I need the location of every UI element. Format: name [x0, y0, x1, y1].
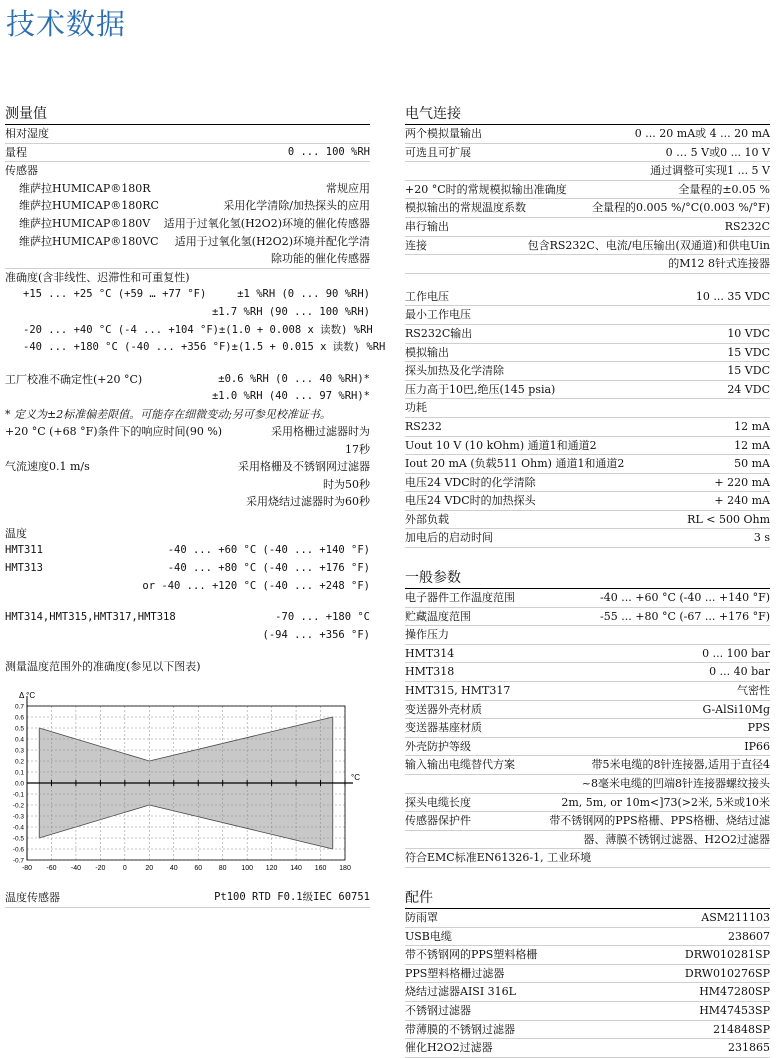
spec-value: 238607	[728, 929, 770, 943]
spec-value: ~8毫米电缆的凹端8针连接器螺纹接头	[581, 777, 770, 790]
spec-row	[405, 492, 770, 511]
spec-row	[405, 218, 770, 237]
spec-value: 12 mA	[734, 419, 770, 433]
spec-value: -40 ... +60 °C (-40 ... +140 °F)	[600, 591, 770, 605]
spec-row	[405, 381, 770, 400]
range-row: 量程 0 ... 100 %RH	[5, 144, 370, 163]
x-tick-label: -20	[95, 865, 106, 872]
x-tick-label: 40	[169, 865, 178, 872]
spec-key: 最小工作电压	[405, 308, 471, 322]
spec-key: 电压24 VDC时的化学清除	[405, 475, 536, 489]
spec-row	[405, 719, 770, 738]
accessory-rows	[405, 909, 770, 1058]
spec-row	[405, 775, 770, 794]
spec-row	[405, 237, 770, 256]
sensor-label: 传感器	[5, 164, 38, 178]
spec-value: 的M12 8针式连接器	[668, 257, 770, 271]
spec-key: USB电缆	[405, 929, 452, 943]
y-tick-label: 0.5	[14, 725, 24, 733]
spec-key: Uout 10 V (10 kOhm) 通道1和通道2	[405, 438, 597, 452]
spec-row	[405, 1021, 770, 1040]
spec-key: 探头电缆长度	[405, 795, 471, 809]
x-tick-label: -40	[70, 865, 81, 872]
page-title: 技术数据	[6, 7, 127, 41]
spec-value: 全量程的±0.05 %	[678, 182, 770, 196]
y-tick-label: -0.5	[12, 835, 24, 843]
y-tick-label: 0.2	[14, 758, 24, 766]
spec-value: + 220 mA	[714, 475, 770, 489]
spec-row	[405, 529, 770, 548]
y-tick-label: -0.2	[12, 802, 24, 810]
section-heading-measurement: 测量值	[5, 104, 370, 125]
spec-value: -55 ... +80 °C (-67 ... +176 °F)	[600, 609, 770, 623]
spec-key: 贮藏温度范围	[405, 609, 471, 623]
spec-key: 串行输出	[405, 219, 449, 233]
spec-row	[405, 1002, 770, 1021]
spec-key: 外壳防护等级	[405, 739, 471, 753]
y-tick-label: 0.0	[14, 780, 24, 788]
x-tick-label: 0	[122, 865, 127, 872]
spec-key: 符合EMC标准EN61326-1, 工业环境	[405, 851, 592, 865]
spec-key: 操作压力	[405, 628, 449, 642]
temp-sensor-section	[5, 889, 370, 908]
spec-row	[405, 626, 770, 645]
temperature-row: or -40 ... +120 °C (-40 ... +248 °F)	[142, 579, 370, 592]
spec-value: 带5米电缆的8针连接器,适用于直径4	[591, 758, 770, 772]
spec-key: 模拟输出	[405, 345, 449, 359]
footnote: * 定义为±2标准偏差限值。可能存在细微变动;另可参见校准证书。	[5, 407, 331, 421]
general-rows	[405, 589, 770, 868]
airflow-row: 气流速度0.1 m/s 采用格栅及不锈钢网过滤器	[5, 460, 370, 474]
spec-row	[405, 455, 770, 474]
sensor-row: 维萨拉HUMICAP®180R 常规应用	[19, 181, 370, 195]
accuracy-label: 准确度(含非线性、迟滞性和可重复性)	[5, 270, 190, 284]
spec-key: PPS塑料格栅过滤器	[405, 966, 505, 980]
spec-key: 变送器外壳材质	[405, 702, 482, 716]
spec-key: 不锈钢过滤器	[405, 1003, 471, 1017]
spec-row	[405, 663, 770, 682]
spec-value: 24 VDC	[727, 382, 770, 396]
spec-value: RS232C	[724, 219, 770, 233]
spec-row	[405, 288, 770, 307]
accuracy-row: -20 ... +40 °C (-4 ... +104 °F) ±(1.0 + 0.008 x 读数) %RH	[23, 323, 373, 336]
sensor-row: 维萨拉HUMICAP®180V 适用于过氧化氢(H2O2)环境的催化传感器	[19, 216, 370, 230]
spec-value: 带不锈钢网的PPS格栅、PPS格栅、烧结过滤	[549, 814, 770, 828]
spec-value: PPS	[747, 721, 770, 735]
spec-key: +20 °C时的常规模拟输出准确度	[405, 182, 567, 196]
section-heading-electrical: 电气连接	[405, 104, 770, 125]
spec-value: 器、薄膜不锈钢过滤器、H2O2过滤器	[583, 832, 770, 846]
hmt314-row-2: (-94 ... +356 °F)	[262, 628, 370, 641]
spec-row	[405, 946, 770, 965]
sensor-row: 维萨拉HUMICAP®180RC 采用化学清除/加热探头的应用	[19, 199, 370, 213]
spec-row	[405, 794, 770, 813]
spec-value: 0 ... 100 bar	[702, 646, 770, 660]
spec-row	[405, 255, 770, 274]
accuracy-row: +15 ... +25 °C (+59 … +77 °F) ±1 %RH (0 ... 90 %RH)	[23, 288, 370, 301]
accuracy-chart	[5, 688, 370, 876]
spec-value: 2m, 5m, or 10m<]73(>2米, 5米或10米	[561, 795, 770, 809]
x-tick-label: -80	[21, 865, 33, 872]
spec-value: HM47453SP	[699, 1003, 770, 1017]
y-tick-label: 0.4	[14, 736, 24, 744]
spec-key: 电子器件工作温度范围	[405, 591, 515, 605]
spec-value: 通过调整可实现1 ... 5 V	[650, 164, 770, 178]
accuracy-row: ±1.7 %RH (90 ... 100 %RH)	[211, 305, 370, 318]
x-tick-label: 80	[218, 865, 227, 872]
spec-row	[405, 849, 770, 868]
spec-value: 10 VDC	[727, 326, 770, 340]
spec-key: HMT318	[405, 665, 455, 679]
spec-key: 输入输出电缆替代方案	[405, 758, 515, 772]
accuracy-row: -40 ... +180 °C (-40 ... +356 °F) ±(1.5 + 0.015 x 读数) %RH	[23, 341, 386, 354]
temperature-label: 温度	[5, 526, 27, 540]
temperature-row: HMT313 -40 ... +80 °C (-40 ... +176 °F)	[5, 562, 370, 575]
spec-row	[405, 1039, 770, 1058]
spec-key: 烧结过滤器AISI 316L	[405, 985, 516, 999]
rh-label: 相对湿度	[5, 125, 370, 144]
spec-row	[405, 983, 770, 1002]
x-tick-label: 140	[290, 865, 302, 872]
spec-key: 连接	[405, 238, 427, 252]
power-rows	[405, 288, 770, 548]
spec-value: 0 … 5 V或0 ... 10 V	[665, 145, 770, 159]
factory-calibration-row-2: ±1.0 %RH (40 ... 97 %RH)*	[211, 390, 370, 403]
spec-row	[405, 344, 770, 363]
temperature-row: HMT311 -40 ... +60 °C (-40 ... +140 °F)	[5, 544, 370, 557]
x-tick-label: 20	[145, 865, 154, 872]
sensor-row: 维萨拉HUMICAP®180VC 适用于过氧化氢(H2O2)环境并配化学清	[19, 234, 370, 248]
spec-value: 15 VDC	[727, 364, 770, 378]
spec-row	[405, 812, 770, 831]
x-tick-label: -60	[46, 865, 57, 872]
electrical-section	[405, 104, 770, 1058]
spec-value: G-AlSi10Mg	[702, 702, 770, 716]
spec-row	[405, 362, 770, 381]
spec-value: DRW010281SP	[684, 948, 770, 962]
spec-row	[405, 831, 770, 850]
spec-key: RS232	[405, 419, 442, 433]
response-time-row: 17秒	[345, 442, 370, 456]
response-time-row: 时为50秒	[323, 477, 370, 491]
spec-row	[405, 589, 770, 608]
x-tick-label: 60	[194, 865, 203, 872]
x-tick-label: 120	[265, 865, 278, 872]
spec-row	[405, 965, 770, 984]
spec-key: 电压24 VDC时的加热探头	[405, 494, 536, 508]
spec-value: DRW010276SP	[684, 966, 770, 980]
spec-row	[405, 738, 770, 757]
spec-key: 可选且可扩展	[405, 145, 471, 159]
spec-row	[405, 125, 770, 144]
x-axis-label: °C	[351, 773, 360, 782]
y-axis-label: Δ °C	[19, 691, 36, 700]
spec-value: 50 mA	[734, 457, 770, 471]
spec-value: ASM211103	[701, 910, 770, 924]
spec-row	[405, 418, 770, 437]
spec-key: HMT314	[405, 646, 455, 660]
spec-key: 传感器保护件	[405, 814, 471, 828]
spec-key: HMT315, HMT317	[405, 684, 511, 698]
spec-key: RS232C输出	[405, 326, 473, 340]
y-tick-label: -0.4	[12, 824, 24, 832]
spec-row	[405, 181, 770, 200]
spec-value: 全量程的0.005 %/°C(0.003 %/°F)	[592, 201, 770, 215]
y-tick-label: -0.6	[12, 846, 24, 854]
section-heading-accessories: 配件	[405, 888, 770, 909]
spec-value: 10 ... 35 VDC	[695, 289, 770, 303]
spec-key: 工作电压	[405, 289, 449, 303]
spec-row	[405, 162, 770, 181]
y-tick-label: -0.7	[12, 857, 24, 865]
sensor-desc-continued: 除功能的催化传感器	[5, 250, 370, 269]
y-tick-label: -0.1	[12, 791, 24, 799]
response-time-row: +20 °C (+68 °F)条件下的响应时间(90 %) 采用格栅过滤器时为	[5, 424, 370, 438]
spec-row	[405, 511, 770, 530]
spec-key: 功耗	[405, 401, 427, 415]
spec-key: 加电后的启动时间	[405, 531, 493, 545]
spec-value: 12 mA	[734, 438, 770, 452]
spec-row	[405, 909, 770, 928]
spec-key: 模拟输出的常规温度系数	[405, 201, 526, 215]
spec-value: 气密性	[737, 684, 770, 698]
spec-row	[405, 325, 770, 344]
hmt314-row: HMT314,HMT315,HMT317,HMT318 -70 ... +180 °C	[5, 611, 370, 624]
spec-row	[405, 474, 770, 493]
spec-key: 变送器基座材质	[405, 721, 482, 735]
spec-key: 防雨罩	[405, 910, 438, 924]
spec-key: 带薄膜的不锈钢过滤器	[405, 1022, 515, 1036]
spec-value: 0 ... 20 mA或 4 ... 20 mA	[634, 127, 770, 140]
spec-key: 催化H2O2过滤器	[405, 1041, 493, 1055]
x-tick-label: 100	[241, 865, 253, 872]
y-tick-label: 0.3	[14, 747, 24, 755]
y-tick-label: 0.7	[14, 703, 24, 711]
spec-value: IP66	[744, 739, 770, 753]
response-time-row: 采用烧结过滤器时为60秒	[246, 495, 370, 509]
electrical-rows	[405, 125, 770, 274]
y-tick-label: -0.3	[12, 813, 24, 821]
spec-key: Iout 20 mA (负载511 Ohm) 通道1和通道2	[405, 457, 625, 471]
section-heading-general: 一般参数	[405, 568, 770, 589]
y-tick-label: 0.6	[14, 714, 24, 722]
spec-row	[405, 399, 770, 418]
temp-sensor-row: 温度传感器 Pt100 RTD F0.1级IEC 60751	[5, 889, 370, 908]
spec-row	[405, 682, 770, 701]
spec-key: 外部负载	[405, 512, 449, 526]
y-tick-label: 0.1	[14, 769, 24, 777]
spec-key: 压力高于10巴,绝压(145 psia)	[405, 382, 556, 396]
spec-key: 带不锈钢网的PPS塑料格栅	[405, 948, 538, 962]
spec-value: 3 s	[753, 531, 770, 545]
spec-row	[405, 608, 770, 627]
spec-key: 两个模拟量输出	[405, 127, 482, 140]
spec-value: 214848SP	[713, 1022, 770, 1036]
spec-value: RL < 500 Ohm	[687, 512, 770, 526]
spec-row	[405, 144, 770, 163]
spec-value: 231865	[728, 1041, 770, 1055]
spec-row	[405, 645, 770, 664]
spec-value: HM47280SP	[699, 985, 770, 999]
spec-value: + 240 mA	[714, 494, 770, 508]
factory-calibration-row: 工厂校准不确定性(+20 °C) ±0.6 %RH (0 ... 40 %RH)*	[5, 372, 370, 386]
spec-value: 15 VDC	[727, 345, 770, 359]
spec-row	[405, 306, 770, 325]
spec-key: 探头加热及化学清除	[405, 364, 504, 378]
spec-row	[405, 199, 770, 218]
spec-row	[405, 701, 770, 720]
spec-value: 包含RS232C、电流/电压输出(双通道)和供电Uin	[527, 238, 770, 252]
x-tick-label: 160	[314, 865, 327, 872]
spec-row	[405, 437, 770, 456]
spec-value: 0 ... 40 bar	[709, 665, 770, 679]
x-tick-label: 180	[339, 865, 351, 872]
spec-row	[405, 928, 770, 947]
measurement-section	[5, 104, 386, 676]
spec-row	[405, 756, 770, 775]
chart-caption: 测量温度范围外的准确度(参见以下图表)	[5, 660, 201, 674]
